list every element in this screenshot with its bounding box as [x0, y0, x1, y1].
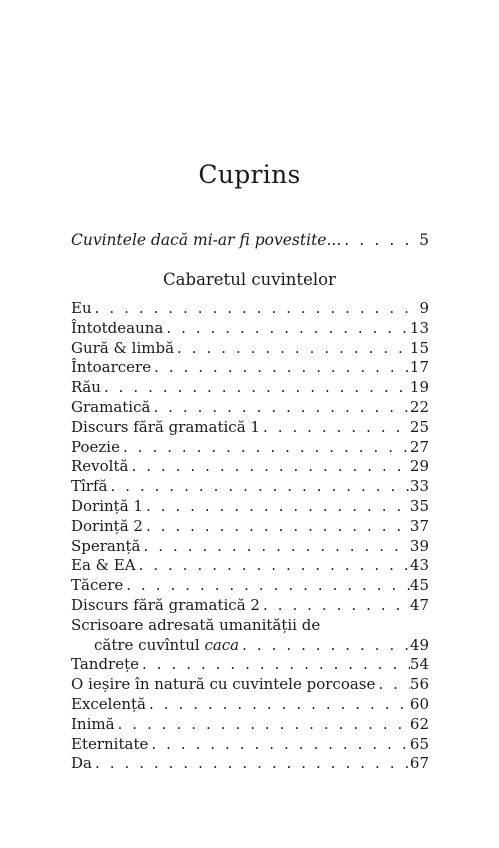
dot-leader	[120, 438, 410, 458]
toc-entry-page: 45	[409, 576, 429, 595]
toc-entry-label: Poezie	[71, 437, 120, 456]
dot-leader	[148, 735, 410, 755]
toc-entry	[71, 299, 429, 319]
toc-entry	[71, 556, 429, 576]
dot-leader	[107, 477, 409, 497]
toc-entry-page: 19	[409, 378, 429, 397]
toc-entry	[71, 457, 429, 477]
dot-leader	[143, 517, 410, 537]
toc-entry	[71, 378, 429, 398]
toc-entry-page: 39	[409, 536, 429, 555]
toc-entry-label-line2	[94, 636, 239, 656]
toc-entry-label-line1: Scrisoare adresată umanității de	[71, 615, 321, 634]
toc-entry-line2	[71, 636, 429, 656]
dot-leader	[163, 319, 410, 339]
toc-entry	[71, 477, 429, 497]
toc-entry	[71, 517, 429, 537]
toc-entry-label: Cuvintele dacă mi-ar fi povestite...	[71, 231, 342, 249]
toc-entry-page: 33	[409, 477, 429, 496]
dot-leader	[123, 576, 410, 596]
toc-entry-label: Tăcere	[71, 576, 124, 595]
toc-entry-label: Întoarcere	[71, 358, 152, 377]
toc-entry-label: Inimă	[71, 714, 115, 733]
dot-leader	[101, 378, 410, 398]
toc-entry-label: Eu	[71, 299, 92, 317]
toc-entry-page: 60	[409, 694, 429, 713]
dot-leader	[136, 556, 410, 576]
toc-entry	[71, 358, 429, 378]
toc-entry-label: Excelență	[71, 694, 146, 713]
dot-leader	[174, 339, 410, 359]
toc-entry-label: Discurs fără gramatică 1	[71, 417, 260, 436]
dot-leader	[239, 636, 410, 656]
toc-entry-page: 35	[409, 496, 429, 515]
toc-entry	[71, 735, 429, 755]
toc-entry-label: Dorință 1	[71, 496, 143, 515]
toc-entry-page: 37	[409, 516, 429, 535]
dot-leader	[260, 418, 410, 438]
toc-entry-page: 43	[409, 556, 429, 575]
toc-entry-preface	[71, 231, 429, 249]
toc-entry-page: 56	[409, 675, 429, 694]
toc-entry-page: 47	[409, 595, 429, 614]
toc-entry	[71, 695, 429, 715]
dot-leader	[128, 457, 409, 477]
toc-entry-page: 27	[409, 437, 429, 456]
dot-leader	[92, 299, 420, 319]
toc-entry-label: Eternitate	[71, 734, 149, 753]
toc-entry	[71, 655, 429, 675]
section-heading: Cabaretul cuvintelor	[163, 270, 336, 289]
toc-entry	[71, 339, 429, 359]
toc-entry-multiline	[71, 616, 429, 656]
toc-entry	[71, 497, 429, 517]
toc-entry-label: Discurs fără gramatică 2	[71, 595, 260, 614]
toc-entry-page: 17	[409, 358, 429, 377]
page-title: Cuprins	[198, 160, 301, 189]
toc-entry	[71, 596, 429, 616]
toc-entry-page: 49	[409, 635, 429, 654]
toc-entry	[71, 438, 429, 458]
toc-entry-page: 5	[419, 231, 429, 249]
toc-entry-page: 25	[409, 417, 429, 436]
toc-entry	[71, 576, 429, 596]
toc-entry	[71, 319, 429, 339]
toc-entry-label: Dorință 2	[71, 516, 143, 535]
label-line2-italic: caca	[204, 635, 240, 654]
dot-leader	[139, 655, 410, 675]
toc-entry-label: Tîrfă	[71, 477, 108, 496]
dot-leader	[143, 497, 410, 517]
toc-entry	[71, 754, 429, 774]
toc-entry	[71, 537, 429, 557]
toc-entry	[71, 675, 429, 695]
toc-entry-page: 67	[409, 754, 429, 773]
toc-list	[71, 299, 429, 774]
toc-entry-label: Gramatică	[71, 397, 151, 416]
dot-leader	[92, 754, 410, 774]
toc-entry-label: Întotdeauna	[71, 318, 164, 337]
toc-entry-page: 13	[409, 318, 429, 337]
dot-leader	[150, 398, 409, 418]
toc-entry-label: Gură & limbă	[71, 338, 175, 357]
toc-entry-label: Revoltă	[71, 457, 129, 476]
toc-entry	[71, 418, 429, 438]
dot-leader	[341, 231, 419, 249]
toc-entry	[71, 715, 429, 735]
toc-entry	[71, 398, 429, 418]
toc-entry-label: Tandrețe	[71, 655, 139, 674]
toc-entry-label: Da	[71, 754, 92, 773]
toc-entry-page: 62	[409, 714, 429, 733]
toc-entry-label: Rău	[71, 378, 101, 397]
dot-leader	[375, 675, 410, 695]
dot-leader	[151, 358, 410, 378]
toc-entry-page: 22	[409, 397, 429, 416]
dot-leader	[260, 596, 410, 616]
toc-entry-label: Speranță	[71, 536, 141, 555]
toc-entry-page: 15	[409, 338, 429, 357]
toc-entry-page: 65	[409, 734, 429, 753]
toc-entry-label: O ieșire în natură cu cuvintele porcoase	[71, 675, 376, 694]
toc-entry-page: 29	[409, 457, 429, 476]
toc-entry-label: Ea & EA	[71, 556, 136, 575]
toc-entry-page: 54	[409, 655, 429, 674]
dot-leader	[146, 695, 410, 715]
toc-entry-page: 9	[419, 299, 429, 317]
dot-leader	[141, 537, 410, 557]
dot-leader	[115, 715, 410, 735]
label-line2-prefix: către cuvîntul	[94, 635, 205, 654]
